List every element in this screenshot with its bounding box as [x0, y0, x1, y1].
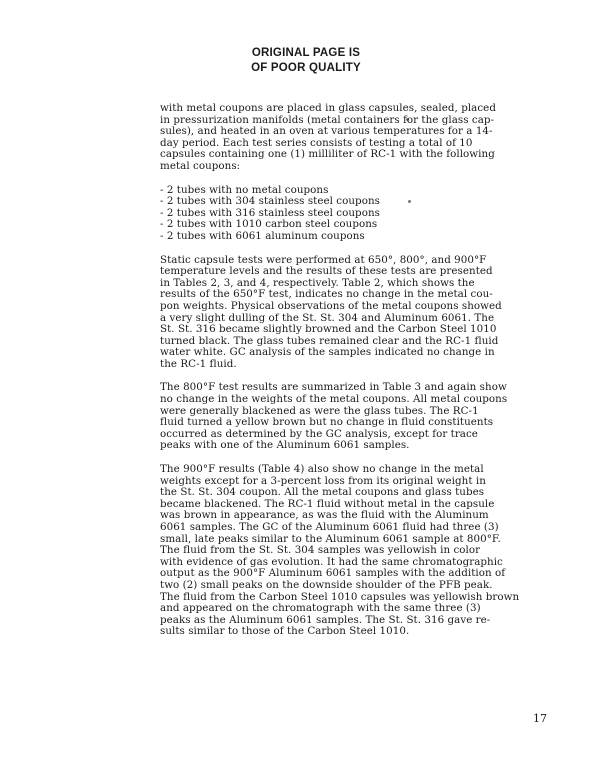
text-line: were generally blackened as were the glass tubes. The RC-1 [160, 405, 479, 417]
text-line: in pressurization manifolds (metal containers for the glass cap- [160, 114, 495, 126]
coupon-list [160, 185, 553, 243]
paragraph-900f-results [160, 464, 553, 638]
text-line: pon weights. Physical observations of the metal coupons showed [160, 300, 502, 312]
text-line: water white. GC analysis of the samples indicated no change in [160, 347, 495, 359]
text-line: turned black. The glass tubes remained clear and the RC-1 fluid [160, 335, 499, 347]
text-line: a very slight dulling of the St. St. 304 and Aluminum 6061. The [160, 312, 495, 324]
text-line: fluid turned a yellow brown but no change in fluid constituents [160, 417, 494, 429]
list-item: - 2 tubes with 6061 aluminum coupons [160, 231, 553, 243]
stamp-line-2: OF POOR QUALITY [251, 62, 361, 74]
text-line: temperature levels and the results of these tests are presented [160, 266, 493, 278]
page-number: 17 [533, 712, 547, 725]
text-line: with evidence of gas evolution. It had the same chromatographic [160, 556, 503, 568]
text-line: and appeared on the chromatograph with the same three (3) [160, 603, 481, 615]
text-line: results of the 650°F test, indicates no change in the metal cou- [160, 289, 493, 301]
paragraph-800f-results [160, 382, 553, 452]
text-line: sults similar to those of the Carbon Steel 1010. [160, 626, 410, 638]
text-line: was brown in appearance, as was the fluid with the Aluminum [160, 510, 489, 522]
paragraph-static-capsule-tests [160, 255, 553, 371]
document-body [160, 103, 553, 650]
text-line: Static capsule tests were performed at 650°, 800°, and 900°F [160, 254, 487, 266]
list-item: - 2 tubes with 316 stainless steel coupons [160, 208, 553, 220]
stamp-line-1: ORIGINAL PAGE IS [251, 47, 361, 59]
text-line: The fluid from the St. St. 304 samples was yellowish in color [160, 545, 481, 557]
text-line: peaks with one of the Aluminum 6061 samples. [160, 440, 410, 452]
text-line: the RC-1 fluid. [160, 358, 237, 370]
text-line: occurred as determined by the GC analysis, except for trace [160, 428, 478, 440]
text-line: peaks as the Aluminum 6061 samples. The St. St. 316 gave re- [160, 614, 491, 626]
text-line: small, late peaks similar to the Aluminum 6061 sample at 800°F. [160, 533, 501, 545]
list-item: - 2 tubes with 1010 carbon steel coupons [160, 219, 553, 231]
text-line: The 800°F test results are summarized in Table 3 and again show [160, 382, 507, 394]
text-line: The 900°F results (Table 4) also show no change in the metal [160, 464, 484, 476]
text-line: with metal coupons are placed in glass capsules, sealed, placed [160, 103, 496, 114]
text-line: weights except for a 3-percent loss from its original weight in [160, 475, 486, 487]
text-line: day period. Each test series consists of testing a total of 10 [160, 137, 473, 149]
paragraph-test-procedure [160, 103, 553, 173]
text-line: two (2) small peaks on the downside shoulder of the PFB peak. [160, 579, 493, 591]
quality-stamp [0, 46, 612, 76]
list-item: - 2 tubes with no metal coupons [160, 185, 553, 197]
text-line: the St. St. 304 coupon. All the metal coupons and glass tubes [160, 487, 485, 499]
text-line: no change in the weights of the metal coupons. All metal coupons [160, 394, 508, 406]
text-line: St. St. 316 became slightly browned and the Carbon Steel 1010 [160, 324, 497, 336]
text-line: The fluid from the Carbon Steel 1010 capsules was yellowish brown [160, 591, 520, 603]
text-line: in Tables 2, 3, and 4, respectively. Table 2, which shows the [160, 277, 475, 289]
text-line: became blackened. The RC-1 fluid without metal in the capsule [160, 498, 495, 510]
text-line: capsules containing one (1) milliliter of RC-1 with the following [160, 149, 495, 161]
text-line: 6061 samples. The GC of the Aluminum 6061 fluid had three (3) [160, 522, 499, 533]
list-item: - 2 tubes with 304 stainless steel coupons [160, 196, 553, 208]
text-line: output as the 900°F Aluminum 6061 samples with the addition of [160, 568, 506, 580]
text-line: metal coupons: [160, 160, 241, 172]
text-line: sules), and heated in an oven at various temperatures for a 14- [160, 126, 493, 138]
